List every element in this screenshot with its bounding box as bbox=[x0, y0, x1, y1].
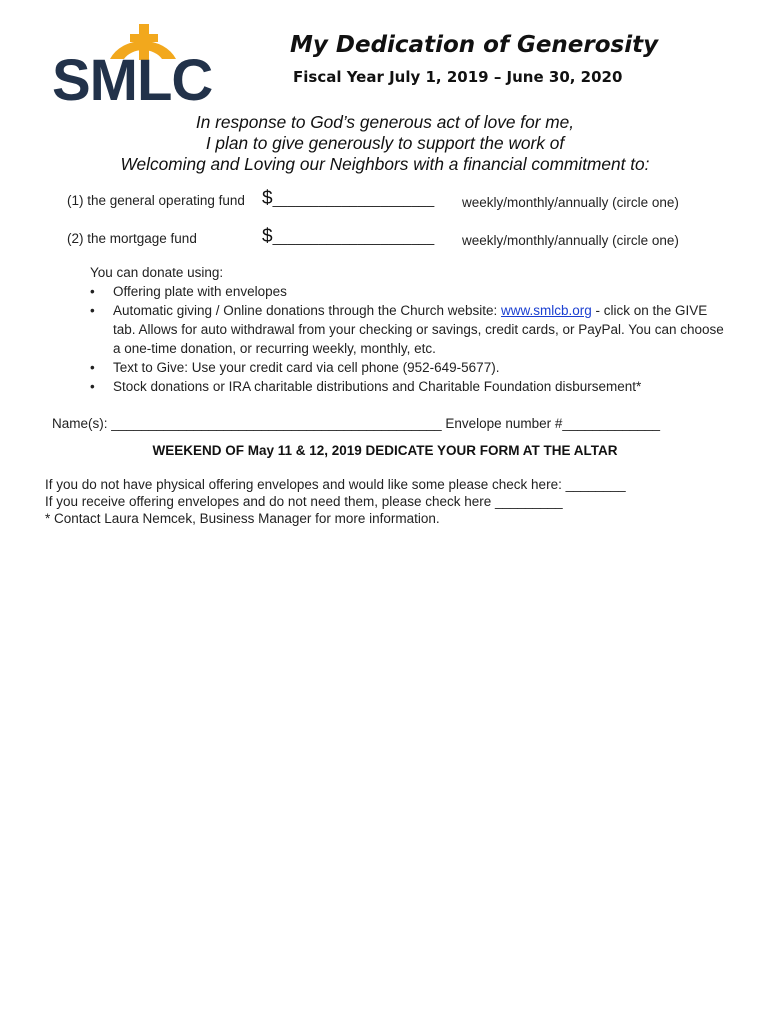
amount-blank: _____________________ bbox=[272, 192, 435, 207]
general-fund-label: (1) the general operating fund bbox=[67, 193, 245, 208]
bullet: • bbox=[90, 284, 95, 299]
list-item-text: - click on the GIVE tab. Allows for auto withdrawal from your checking or savings, credit cards, or PayPal. You can choose a one-time donation, or recurring weekly, monthly, etc. bbox=[113, 303, 724, 356]
intro-line: I plan to give generously to support the work of bbox=[205, 133, 565, 153]
bullet: • bbox=[90, 379, 95, 394]
weekend-notice: WEEKEND OF May 11 & 12, 2019 DEDICATE YOUR FORM AT THE ALTAR bbox=[152, 443, 618, 458]
dollar-sign: $ bbox=[262, 226, 273, 247]
list-item bbox=[90, 282, 730, 301]
general-fund-frequency[interactable]: weekly/monthly/annually (circle one) bbox=[462, 195, 679, 210]
contact-note: * Contact Laura Nemcek, Business Manager for more information. bbox=[45, 511, 440, 526]
logo-wordmark: SMLC bbox=[52, 48, 213, 113]
mortgage-fund-amount-field[interactable] bbox=[262, 226, 434, 248]
donation-methods bbox=[90, 263, 730, 396]
list-item bbox=[90, 358, 730, 377]
envelope-request-line[interactable]: If you do not have physical offering envelopes and would like some please check here: ________ bbox=[45, 477, 626, 492]
general-fund-amount-field[interactable] bbox=[262, 188, 434, 210]
fiscal-year-subtitle: Fiscal Year July 1, 2019 – June 30, 2020 bbox=[293, 68, 623, 86]
page-title: My Dedication of Generosity bbox=[290, 32, 659, 58]
list-item-text: Offering plate with envelopes bbox=[113, 284, 287, 299]
bullet: • bbox=[90, 303, 95, 318]
envelope-footer bbox=[45, 476, 626, 527]
bullet: • bbox=[90, 360, 95, 375]
website-link[interactable]: www.smlcb.org bbox=[500, 303, 592, 318]
smlc-logo bbox=[52, 22, 227, 113]
amount-blank: _____________________ bbox=[272, 230, 435, 245]
mortgage-fund-frequency[interactable]: weekly/monthly/annually (circle one) bbox=[462, 233, 679, 248]
mortgage-fund-label: (2) the mortgage fund bbox=[67, 231, 197, 246]
list-item bbox=[90, 301, 730, 358]
donation-list bbox=[90, 282, 730, 396]
list-item-text: Automatic giving / Online donations through the Church website: bbox=[113, 303, 501, 318]
donate-intro: You can donate using: bbox=[90, 265, 224, 280]
envelope-optout-line[interactable]: If you receive offering envelopes and do not need them, please check here _________ bbox=[45, 494, 563, 509]
intro-line: In response to God’s generous act of love for me, bbox=[195, 112, 575, 132]
intro-statement bbox=[60, 112, 710, 175]
names-envelope-field[interactable]: Name(s): ____________________________________________ Envelope number #_____________ bbox=[52, 416, 661, 431]
dollar-sign: $ bbox=[262, 188, 273, 209]
intro-line: Welcoming and Loving our Neighbors with a financial commitment to: bbox=[120, 154, 650, 174]
list-item-text: Stock donations or IRA charitable distributions and Charitable Foundation disbursement* bbox=[113, 379, 642, 394]
list-item bbox=[90, 377, 730, 396]
list-item-text: Text to Give: Use your credit card via cell phone (952-649-5677). bbox=[113, 360, 500, 375]
